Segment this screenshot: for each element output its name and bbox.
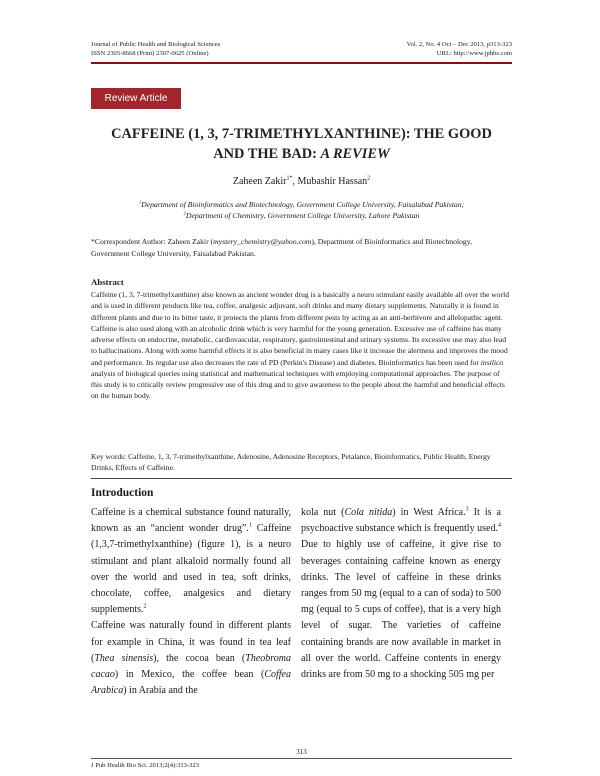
title-line-1: CAFFEINE (1, 3, 7-TRIMETHYLXANTHINE): THE GOOD xyxy=(111,126,492,142)
running-header-left xyxy=(91,41,220,58)
footer-citation: J Pub Health Bio Sci. 2013;2(4):313-323 xyxy=(91,762,200,769)
footer-rule xyxy=(91,758,512,759)
title-line-2: AND THE BAD: A REVIEW xyxy=(213,146,390,162)
keywords: Key words: Caffeine, 1, 3, 7-trimethylxanthine, Adenosine, Adenosine Receptors, Petalance, Bioinformatics, Public Health, Energy Drinks, Effects of Caffeine. xyxy=(91,452,491,473)
affiliation-2: $^2$Department of Chemistry, Government College University, Lahore Pakistan xyxy=(183,210,420,220)
running-header-right xyxy=(407,41,512,58)
header-rule xyxy=(91,62,512,64)
correspondence: *Correspondent Author: Zaheen Zakir (mystery_chemistry@yahoo.com), Department of Bioinformatics and Biotechnology, Government College University, Faisalabad Pakistan. xyxy=(91,237,473,258)
paragraph: kola nut (Cola nitida) in West Africa.$^3$ It is a psychoactive substance which is frequently used.$^4$ Due to highly use of caffeine, it give rise to beverages containing caffeine known as energy drinks. The level of caffeine in these drinks ranges from 50 mg (equal to a can of soda) to 500 mg (equal to 5 cups of coffee), that is a very high level of sugar. The varieties of caffeine containing brands are now available in market in all over the world. Caffeine contents in energy drinks are from 50 mg to a shocking 505 mg per xyxy=(301,506,501,681)
section-divider xyxy=(91,478,512,479)
abstract-heading: Abstract xyxy=(91,277,124,287)
author-1: Zaheen Zakir xyxy=(232,176,287,187)
author-2: Mubashir Hassan xyxy=(297,176,368,187)
introduction-heading: Introduction xyxy=(91,487,154,499)
page-number: 313 xyxy=(296,748,307,756)
journal-url[interactable]: URL: http://www.jphbs.com xyxy=(436,49,512,57)
paragraph: Caffeine was naturally found in different plants for example in China, it was found in tea leaf (Thea sinensis), the cocoa bean (Theobroma cacao) in Mexico, the coffee bean (Coffea Arabica) in Arabia and the xyxy=(91,620,292,697)
affiliations xyxy=(91,199,512,221)
issn: ISSN 2305-8668 (Print) 2307-0625 (Online) xyxy=(91,49,209,57)
volume-info: Vol. 2, No. 4 Oct – Dec 2013, p313-323 xyxy=(406,41,512,48)
abstract-text: Caffeine (1, 3, 7-trimethylxanthine) also known as ancient wonder drug is a basically a neuro stimulant easily available all over the world and is used in different products like tea, coffee, analgesic adjuvant, soft drinks and many dietary supplements. Naturally it is found in different plants and due to its bitter taste, it protects the plants from different pests by acting as an anti-herbivore and allelopathic agent. Caffeine is also used along with an alcoholic drink which is very harmful for the young generation. Excessive use of caffeine has many adverse effects on endocrine, metabolic, cardiovascular, respiratory, gastrointestinal and urinary systems. Its excessive use may also lead to hallucinations. Along with some harmful effects it is also beneficial in many cases like it increase the alertness and improves the mood and performance. Its regular use also decreases the rate of PD (Perkin's Disease) and diabetes. Bioinformatics has been used for insilico analysis of biological queries using statistical and mathematical techniques with employing computational approaches. The purpose of this study is to critically review progressive use of this drug and to give awareness to the people about the harmful and beneficial effects on the human body. xyxy=(91,290,510,401)
body-column-left xyxy=(91,505,291,699)
paragraph: Caffeine is a chemical substance found naturally, known as an “ancient wonder drug”.$^1$ Caffeine (1,3,7-trimethylxanthine) (figure 1), is a neuro stimulant and plant alkaloid normally found all over the world and used in tea, soft drinks, chocolate, coffee, analgesics and dietary supplements.$^2$ xyxy=(91,507,291,616)
paper-title xyxy=(91,124,512,164)
article-type-badge: Review Article xyxy=(91,88,181,109)
journal-name: Journal of Public Health and Biological Sciences xyxy=(91,41,221,48)
body-column-right xyxy=(301,505,501,683)
author-list: Zaheen Zakir$^{1*}$, Mubashir Hassan$^2$ xyxy=(232,175,371,187)
affiliation-1: $^1$Department of Bioinformatics and Biotechnology, Government College University, Faisalabad Pakistan; xyxy=(138,199,465,209)
author-email[interactable]: mystery_chemistry@yahoo.com xyxy=(213,237,312,246)
